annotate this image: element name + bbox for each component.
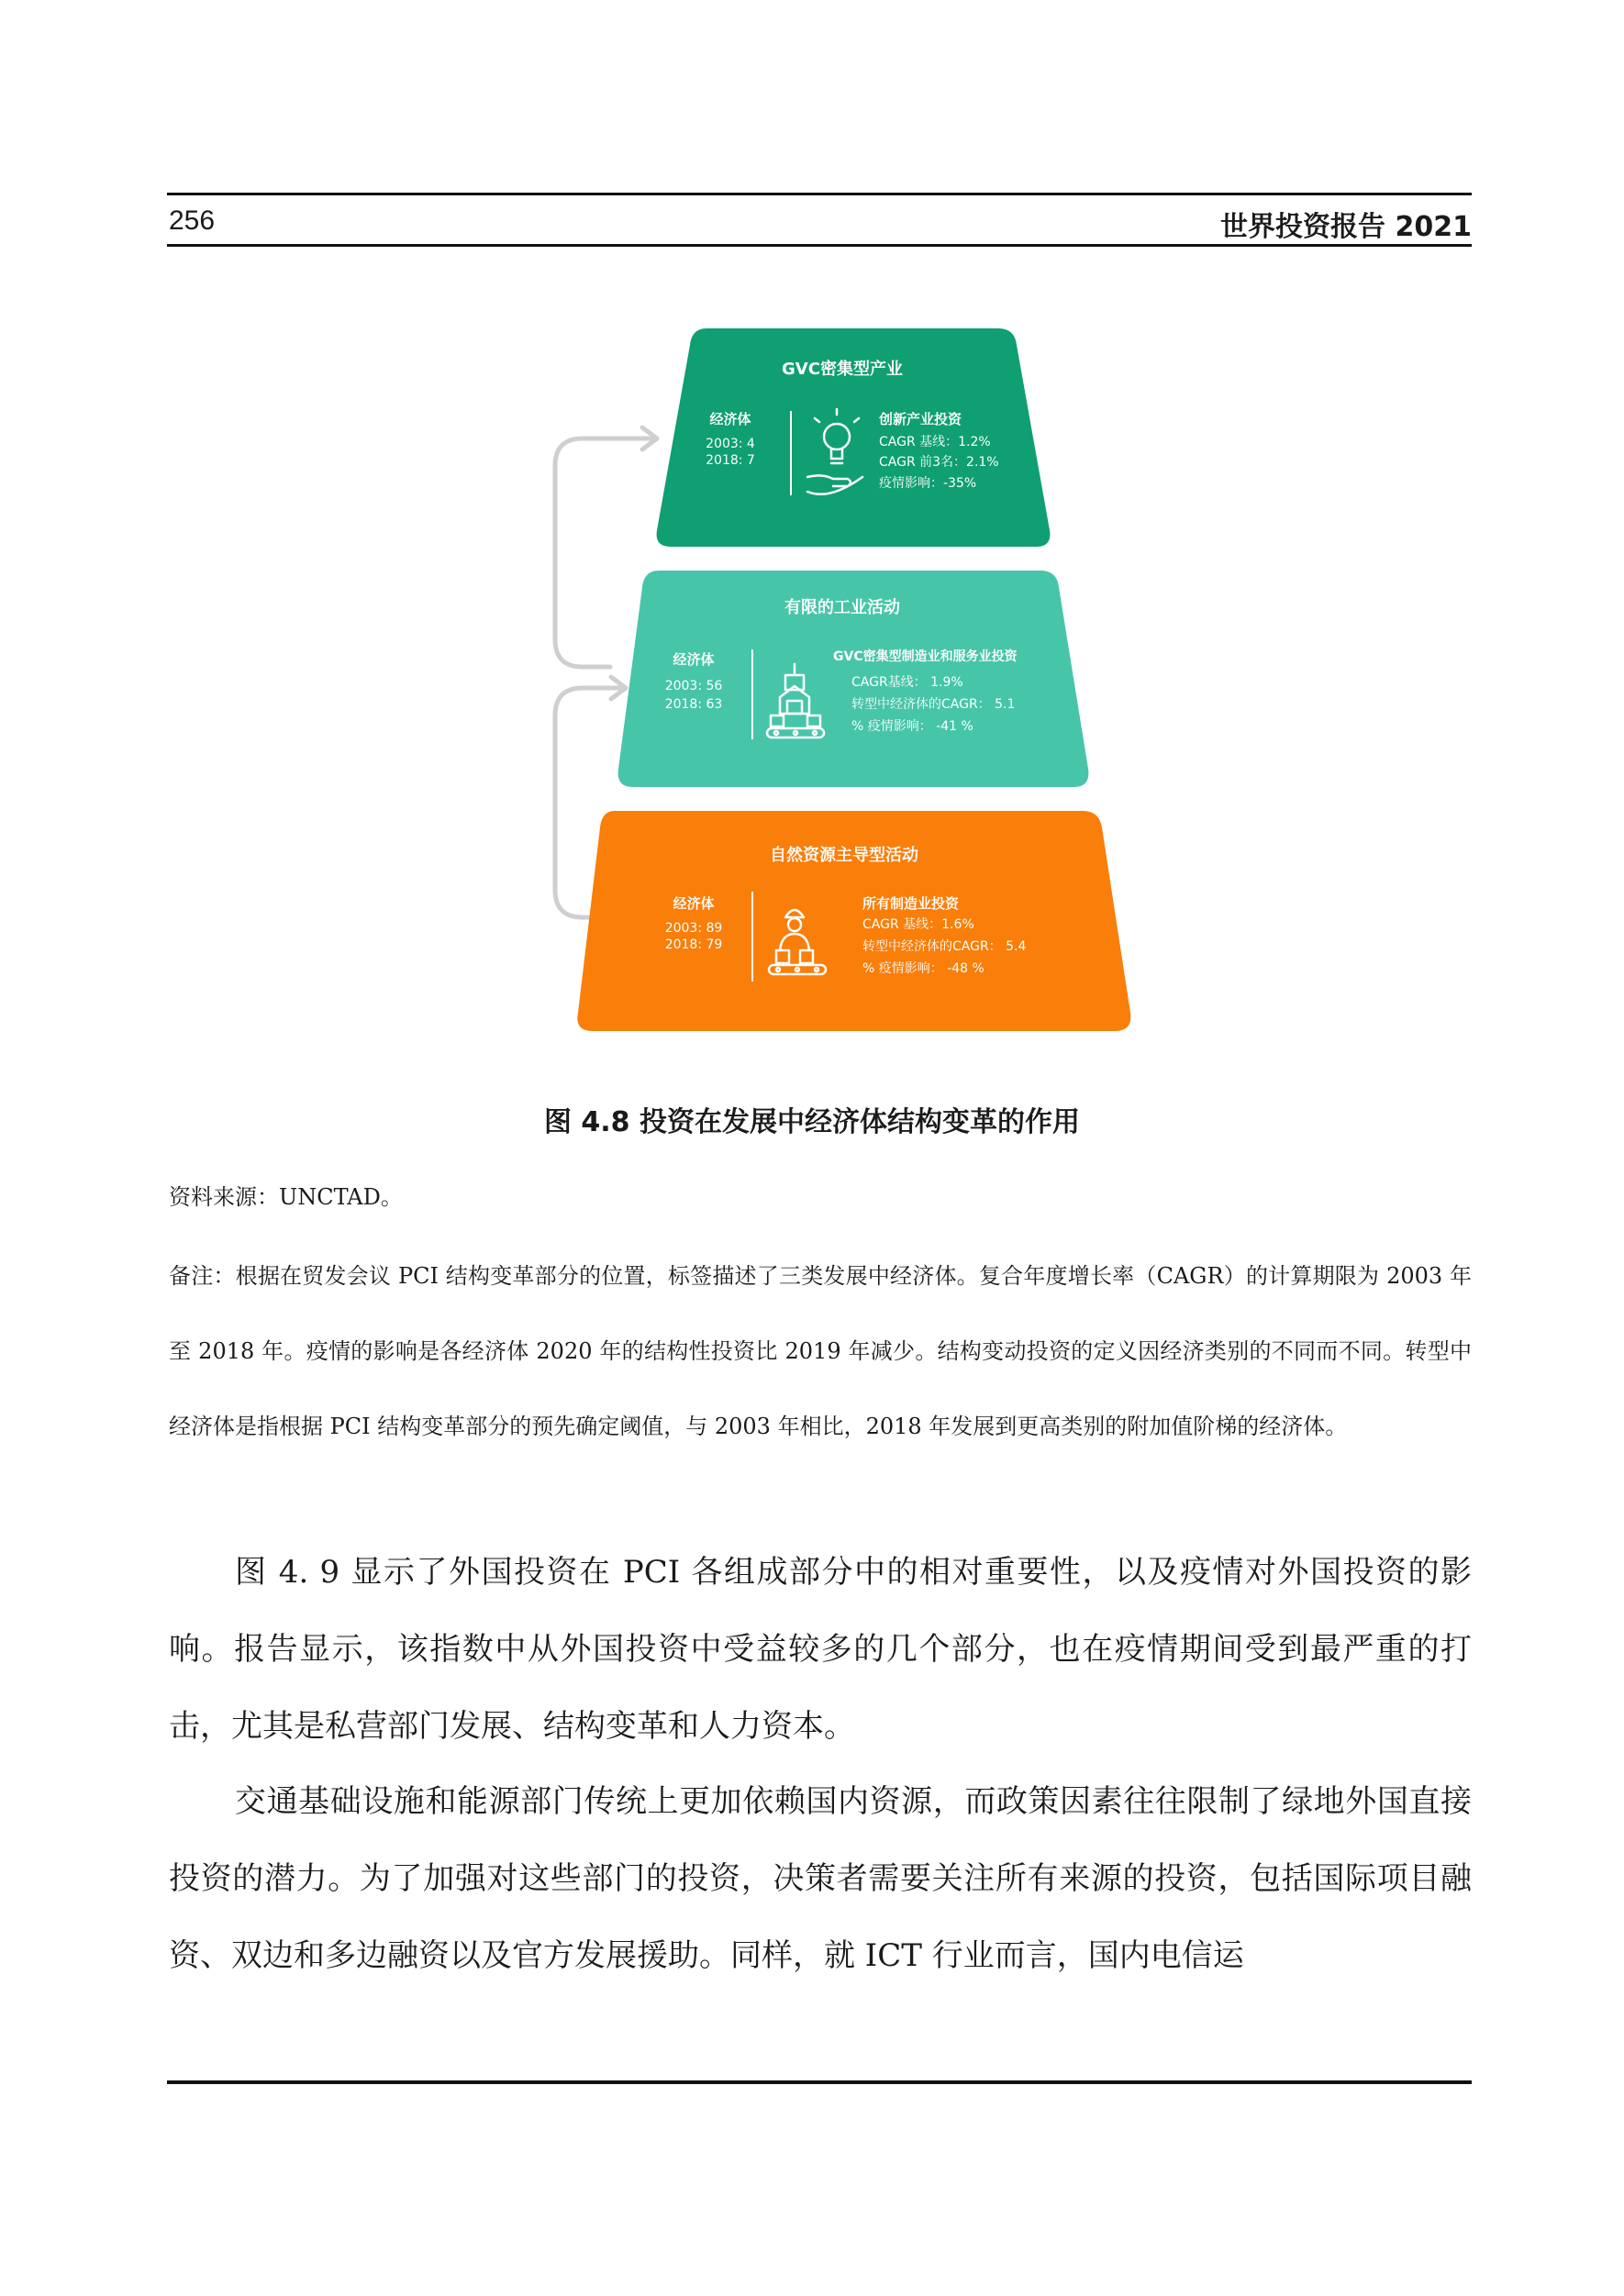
- running-title: 世界投资报告 2021: [1220, 211, 1472, 243]
- figure-caption: 图 4.8 投资在发展中经济体结构变革的作用: [543, 1106, 1081, 1138]
- level-2-limited-industrial: [618, 571, 1089, 787]
- body-paragraph-1: 图 4. 9 显示了外国投资在 PCI 各组成部分中的相对重要性，以及疫情对外国投资的影响。报告显示，该指数中从外国投资中受益较多的几个部分，也在疫情期间受到最严重的打击，尤其是私营部门发展、结构变革和人力资本。: [169, 1554, 1472, 1745]
- level-1-investment-title: 创新产业投资: [879, 411, 962, 427]
- level-1-economies-2018: 2018: 7: [706, 453, 755, 468]
- structural-transformation-diagram: [0, 0, 1624, 1046]
- level-1-title: GVC密集型产业: [782, 360, 903, 379]
- footer-rule: [167, 2080, 1472, 2084]
- figure-note: 备注：根据在贸发会议 PCI 结构变革部分的位置，标签描述了三类发展中经济体。复合年度增长率（CAGR）的计算期限为 2003 年至 2018 年。疫情的影响是各经济体 2020 年的结构性投资比 2019 年减少。结构变动投资的定义因经济类别的不同而不同。转型中经济体是指根据 PCI 结构变革部分的预先确定阈值，与 2003 年相比，2018 年发展到更高类别的附加值阶梯的经济体。: [169, 1263, 1472, 1439]
- level-3-economies-2003: 2003: 89: [664, 921, 723, 936]
- level-1-economies-2003: 2003: 4: [706, 437, 755, 451]
- page-number: 256: [169, 205, 216, 236]
- level-2-line-1: CAGR基线： 1.9%: [851, 675, 963, 690]
- level-3-line-1: CAGR 基线：1.6%: [862, 917, 974, 932]
- level-3-title: 自然资源主导型活动: [770, 846, 918, 865]
- level-2-line-3: % 疫情影响： -41 %: [851, 719, 973, 734]
- level-3-economies-2018: 2018: 79: [664, 937, 723, 952]
- level-1-gvc-intensive: [657, 328, 1051, 547]
- level-2-economies-label: 经济体: [673, 651, 715, 668]
- level-2-title: 有限的工业活动: [784, 598, 900, 617]
- level-3-line-2: 转型中经济体的CAGR： 5.4: [862, 939, 1027, 954]
- level-1-line-2: CAGR 前3名：2.1%: [879, 455, 999, 470]
- level-3-economies-label: 经济体: [673, 895, 715, 912]
- level-2-investment-title: GVC密集型制造业和服务业投资: [833, 649, 1018, 664]
- level-2-line-2: 转型中经济体的CAGR： 5.1: [851, 697, 1016, 712]
- level-1-economies-label: 经济体: [709, 411, 751, 427]
- body-paragraph-2: 交通基础设施和能源部门传统上更加依赖国内资源，而政策因素往往限制了绿地外国直接投资的潜力。为了加强对这些部门的投资，决策者需要关注所有来源的投资，包括国际项目融资、双边和多边融资以及官方发展援助。同样，就 ICT 行业而言，国内电信运: [169, 1783, 1472, 1974]
- level-1-line-3: 疫情影响：-35%: [879, 476, 977, 491]
- level-2-economies-2003: 2003: 56: [664, 679, 723, 693]
- level-2-economies-2018: 2018: 63: [664, 697, 723, 712]
- level-3-natural-resource: [577, 811, 1130, 1031]
- level-3-trapezoid: [577, 811, 1130, 1031]
- level-3-line-3: % 疫情影响： -48 %: [862, 961, 984, 976]
- level-1-line-1: CAGR 基线：1.2%: [879, 435, 991, 449]
- level-3-investment-title: 所有制造业投资: [862, 895, 960, 912]
- figure-source: 资料来源：UNCTAD。: [169, 1184, 403, 1210]
